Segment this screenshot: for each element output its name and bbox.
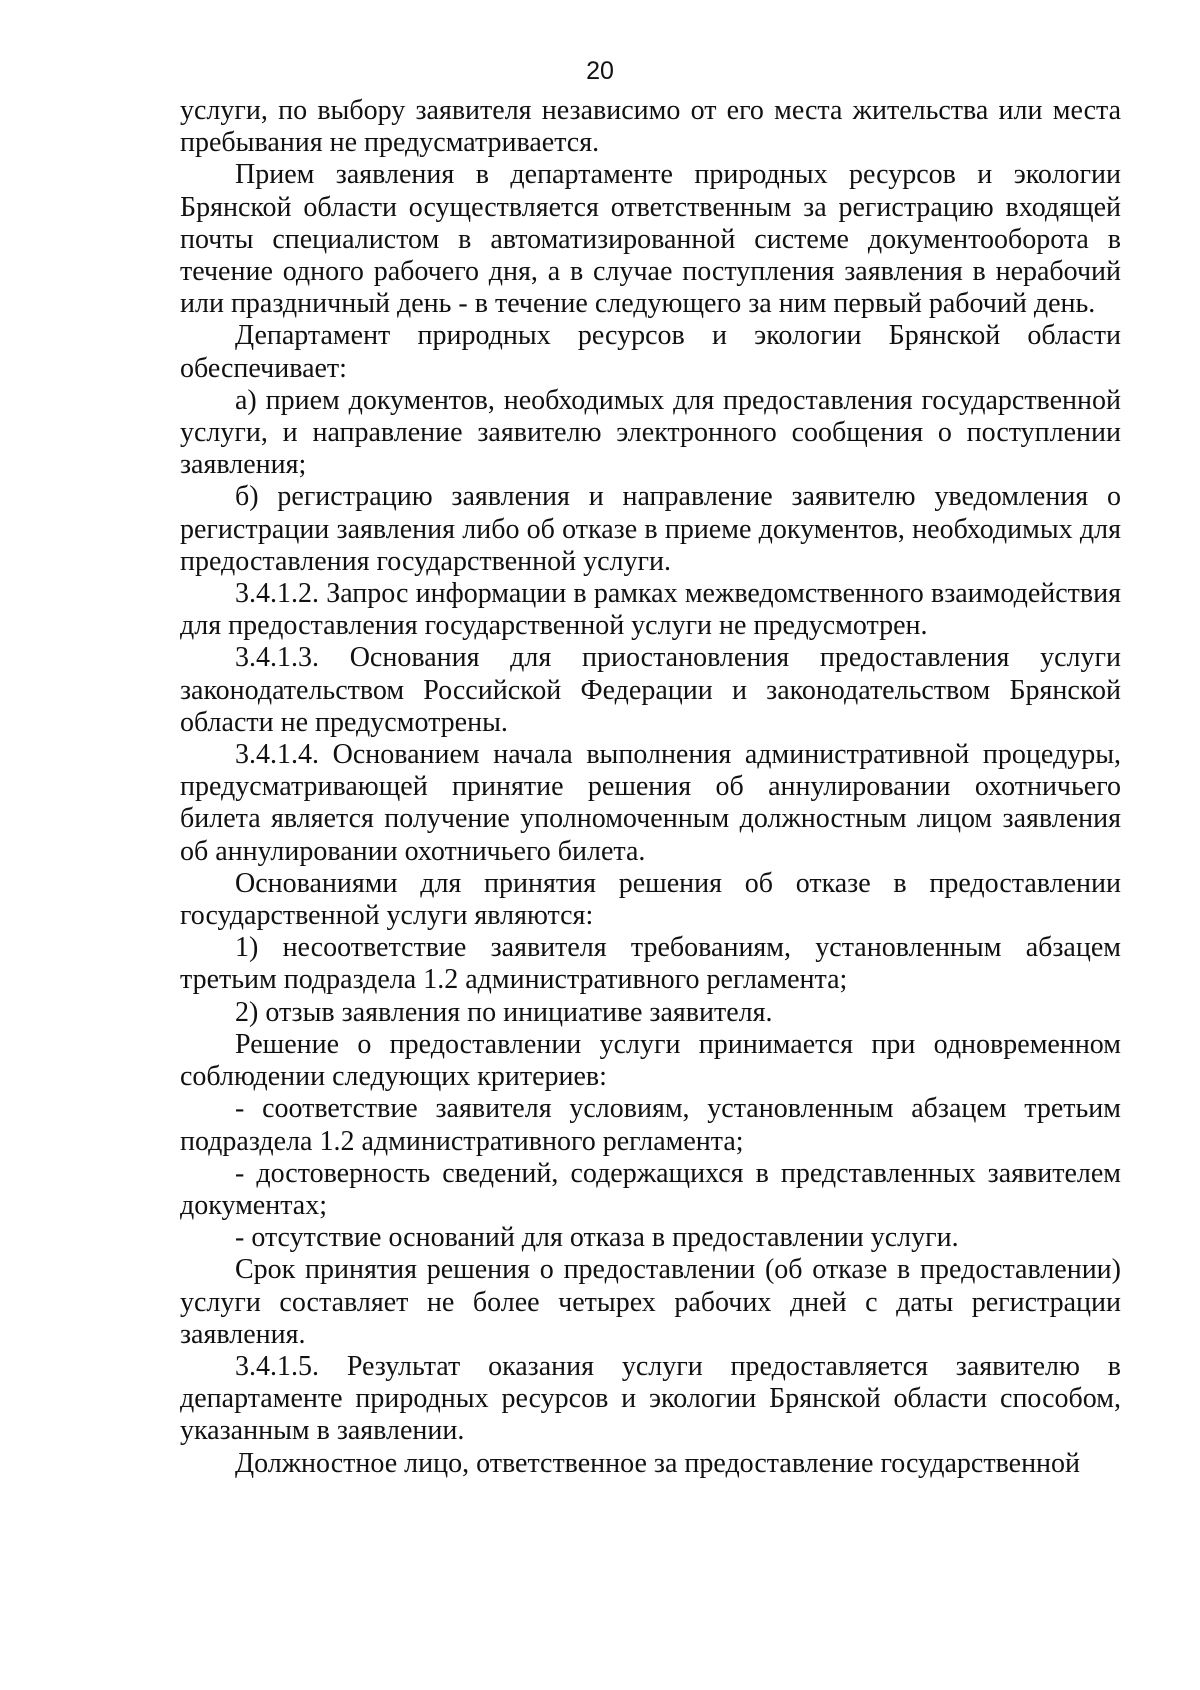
paragraph: Прием заявления в департаменте природных ресурсов и экологии Брянской области осуществляется ответственным за регистрацию входящей почты специалистом в автоматизированной системе документооборота в течение одного рабочего дня, а в случае поступления заявления в нерабочий или праздничный день - в течение следующего за ним первый рабочий день. — [180, 159, 1121, 320]
list-item: а) прием документов, необходимых для предоставления государственной услуги, и направление заявителю электронного сообщения о поступлении заявления; — [180, 384, 1121, 481]
paragraph: Должностное лицо, ответственное за предоставление государственной — [235, 1447, 1081, 1479]
section-paragraph: 3.4.1.5. Результат оказания услуги предоставляется заявителю в департаменте природных ресурсов и экологии Брянской области способом, указанным в заявлении. — [180, 1350, 1121, 1447]
section-paragraph: 3.4.1.3. Основания для приостановления предоставления услуги законодательством Российской Федерации и законодательством Брянской области не предусмотрены. — [180, 642, 1121, 738]
list-item: 2) отзыв заявления по инициативе заявителя. — [235, 996, 773, 1028]
paragraph: услуги, по выбору заявителя независимо от его места жительства или места пребывания не предусматривается. — [180, 95, 1121, 159]
list-item: - соответствие заявителя условиям, установленным абзацем третьим подраздела 1.2 административного регламента; — [180, 1093, 1121, 1157]
paragraph: Департамент природных ресурсов и экологии Брянской области обеспечивает: — [180, 320, 1121, 384]
list-item: - отсутствие оснований для отказа в предоставлении услуги. — [235, 1222, 959, 1254]
page-number: 20 — [586, 57, 614, 85]
paragraph: Основаниями для принятия решения об отказе в предоставлении государственной услуги являются: — [180, 867, 1121, 932]
section-paragraph: 3.4.1.4. Основанием начала выполнения административной процедуры, предусматривающей принятие решения об аннулировании охотничьего билета является получение уполномоченным должностным лицом заявления об аннулировании охотничьего билета. — [180, 739, 1121, 867]
section-paragraph: 3.4.1.2. Запрос информации в рамках межведомственного взаимодействия для предоставления государственной услуги не предусмотрен. — [180, 578, 1121, 642]
paragraph: Срок принятия решения о предоставлении (об отказе в предоставлении) услуги составляет не более четырех рабочих дней с даты регистрации заявления. — [180, 1254, 1121, 1350]
list-item: б) регистрацию заявления и направление заявителю уведомления о регистрации заявления либо об отказе в приеме документов, необходимых для предоставления государственной услуги. — [180, 481, 1121, 577]
page-body — [180, 95, 1121, 1480]
list-item: - достоверность сведений, содержащихся в представленных заявителем документах; — [180, 1157, 1121, 1221]
list-item: 1) несоответствие заявителя требованиям, установленным абзацем третьим подраздела 1.2 административного регламента; — [180, 932, 1121, 996]
paragraph: Решение о предоставлении услуги принимается при одновременном соблюдении следующих критериев: — [180, 1028, 1121, 1093]
